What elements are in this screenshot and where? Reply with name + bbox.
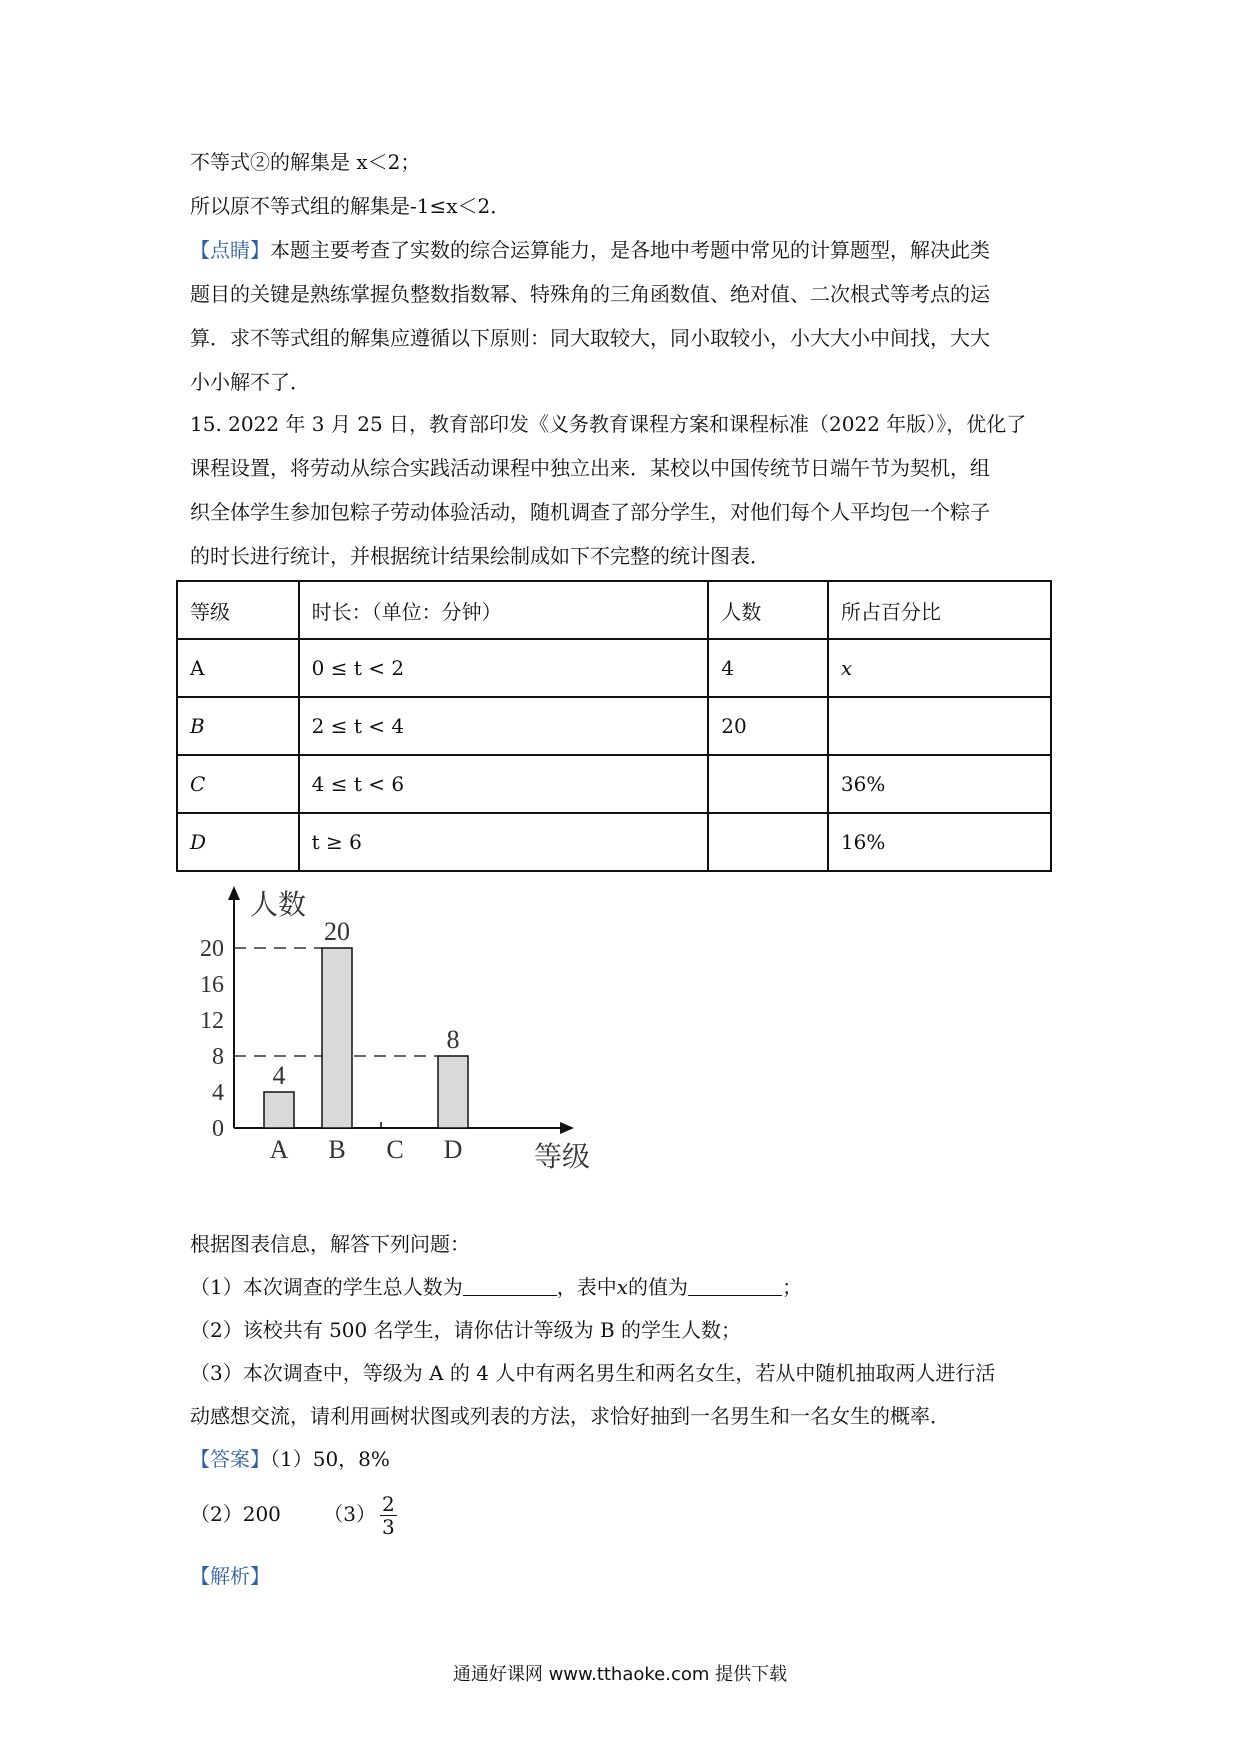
answer-line-2 [190,1490,397,1538]
y-tick-label: 4 [212,1080,224,1106]
statistics-table [176,580,1052,872]
table-cell: 36% [828,755,1051,813]
question-15-line-1: 15. 2022 年 3 月 25 日，教育部印发《义务教育课程方案和课程标准（2022 年版）》，优化了 [190,412,1027,436]
chart-layer [200,886,590,1170]
bar-data-label: 8 [446,1025,460,1054]
variable-x: x [616,1275,629,1299]
table-cell: 4 ≤ t < 6 [299,755,709,813]
bar-data-label: 20 [324,917,350,946]
answer-part-1: （1）50，8% [270,1447,390,1471]
answer-part-2: （2）200 [190,1502,281,1526]
bar-chart [180,880,600,1170]
bar-data-label: 4 [272,1061,286,1090]
text-line-1: 不等式②的解集是 x＜2； [190,150,421,174]
question-15-line-4: 的时长进行统计，并根据统计结果绘制成如下不完整的统计图表． [190,544,770,568]
table-cell: C [177,755,299,813]
answer-blank-1 [463,1275,557,1296]
y-tick-label: 12 [200,1008,224,1034]
analysis-tag: 【解析】 [190,1564,270,1588]
table-row [177,639,1051,697]
y-axis-title: 人数 [250,890,307,921]
text-line-5: 算．求不等式组的解集应遵循以下原则：同大取较大，同小取较小，小大大小中间找，大大 [190,326,990,350]
question-1-text-c: 的值为 [628,1275,689,1299]
text-line-6: 小小解不了． [190,370,310,394]
y-tick-label: 20 [200,936,224,962]
table-cell: A [177,639,299,697]
answer-part-3-label: （3） [323,1502,376,1526]
table-cell: t ≥ 6 [299,813,709,871]
y-tick-label: 0 [212,1116,224,1142]
table-cell [708,755,828,813]
bar [438,1056,468,1128]
question-1-text-a: （1）本次调查的学生总人数为 [190,1275,463,1299]
table-header-cell: 所占百分比 [828,581,1051,639]
fraction-two-thirds [380,1493,397,1538]
dianjing-paragraph [190,236,990,264]
table-row [177,755,1051,813]
y-tick-label: 16 [200,972,224,998]
table-header-row [177,581,1051,639]
x-tick-label: A [269,1135,289,1164]
x-tick-label: D [443,1135,463,1164]
table-cell: 4 [708,639,828,697]
question-15-line-3: 织全体学生参加包粽子劳动体验活动，随机调查了部分学生，对他们每个人平均包一个粽子 [190,500,990,524]
dianjing-tag: 【点睛】 [190,238,270,262]
table-row [177,697,1051,755]
x-tick-label: C [386,1135,404,1164]
fraction-denominator: 3 [382,1515,395,1539]
table-row [177,813,1051,871]
question-2: （2）该校共有 500 名学生，请你估计等级为 B 的学生人数； [190,1318,742,1342]
questions-intro: 根据图表信息，解答下列问题： [190,1232,470,1256]
question-3-line-1: （3）本次调查中，等级为 A 的 4 人中有两名男生和两名女生，若从中随机抽取两人进行活 [190,1361,996,1385]
answer-line-1 [190,1445,390,1473]
table-header-cell: 等级 [177,581,299,639]
dianjing-text: 本题主要考查了实数的综合运算能力，是各地中考题中常见的计算题型，解决此类 [270,238,990,262]
question-1 [190,1273,802,1301]
text-line-4: 题目的关键是熟练掌握负整数指数幂、特殊角的三角函数值、绝对值、二次根式等考点的运 [190,282,990,306]
table-cell: B [177,697,299,755]
x-axis-title: 等级 [534,1142,591,1170]
question-3-line-2: 动感想交流，请利用画树状图或列表的方法，求恰好抽到一名男生和一名女生的概率． [190,1404,950,1428]
fraction-numerator: 2 [382,1492,395,1516]
text-line-2: 所以原不等式组的解集是-1≤x＜2． [190,194,511,218]
x-tick-label: B [328,1135,346,1164]
table-cell: 20 [708,697,828,755]
y-axis-arrow [228,886,240,900]
bar [322,948,352,1128]
question-1-text-d: ； [782,1275,803,1299]
table-cell [708,813,828,871]
table-header-cell: 时长：（单位：分钟） [299,581,709,639]
question-15-line-2: 课程设置，将劳动从综合实践活动课程中独立出来．某校以中国传统节日端午节为契机，组 [190,456,990,480]
answer-blank-2 [688,1275,782,1296]
page-footer: 通通好课网 www.tthaoke.com 提供下载 [452,1664,788,1685]
table-cell: 2 ≤ t < 4 [299,697,709,755]
bar [264,1092,294,1128]
table-cell [828,697,1051,755]
y-tick-label: 8 [212,1044,224,1070]
question-1-text-b: ，表中 [556,1275,617,1299]
table-cell: x [828,639,1051,697]
x-axis-arrow [560,1122,574,1134]
table-cell: 16% [828,813,1051,871]
answer-tag: 【答案】 [190,1447,270,1471]
table-header-cell: 人数 [708,581,828,639]
table-cell: D [177,813,299,871]
table-cell: 0 ≤ t < 2 [299,639,709,697]
